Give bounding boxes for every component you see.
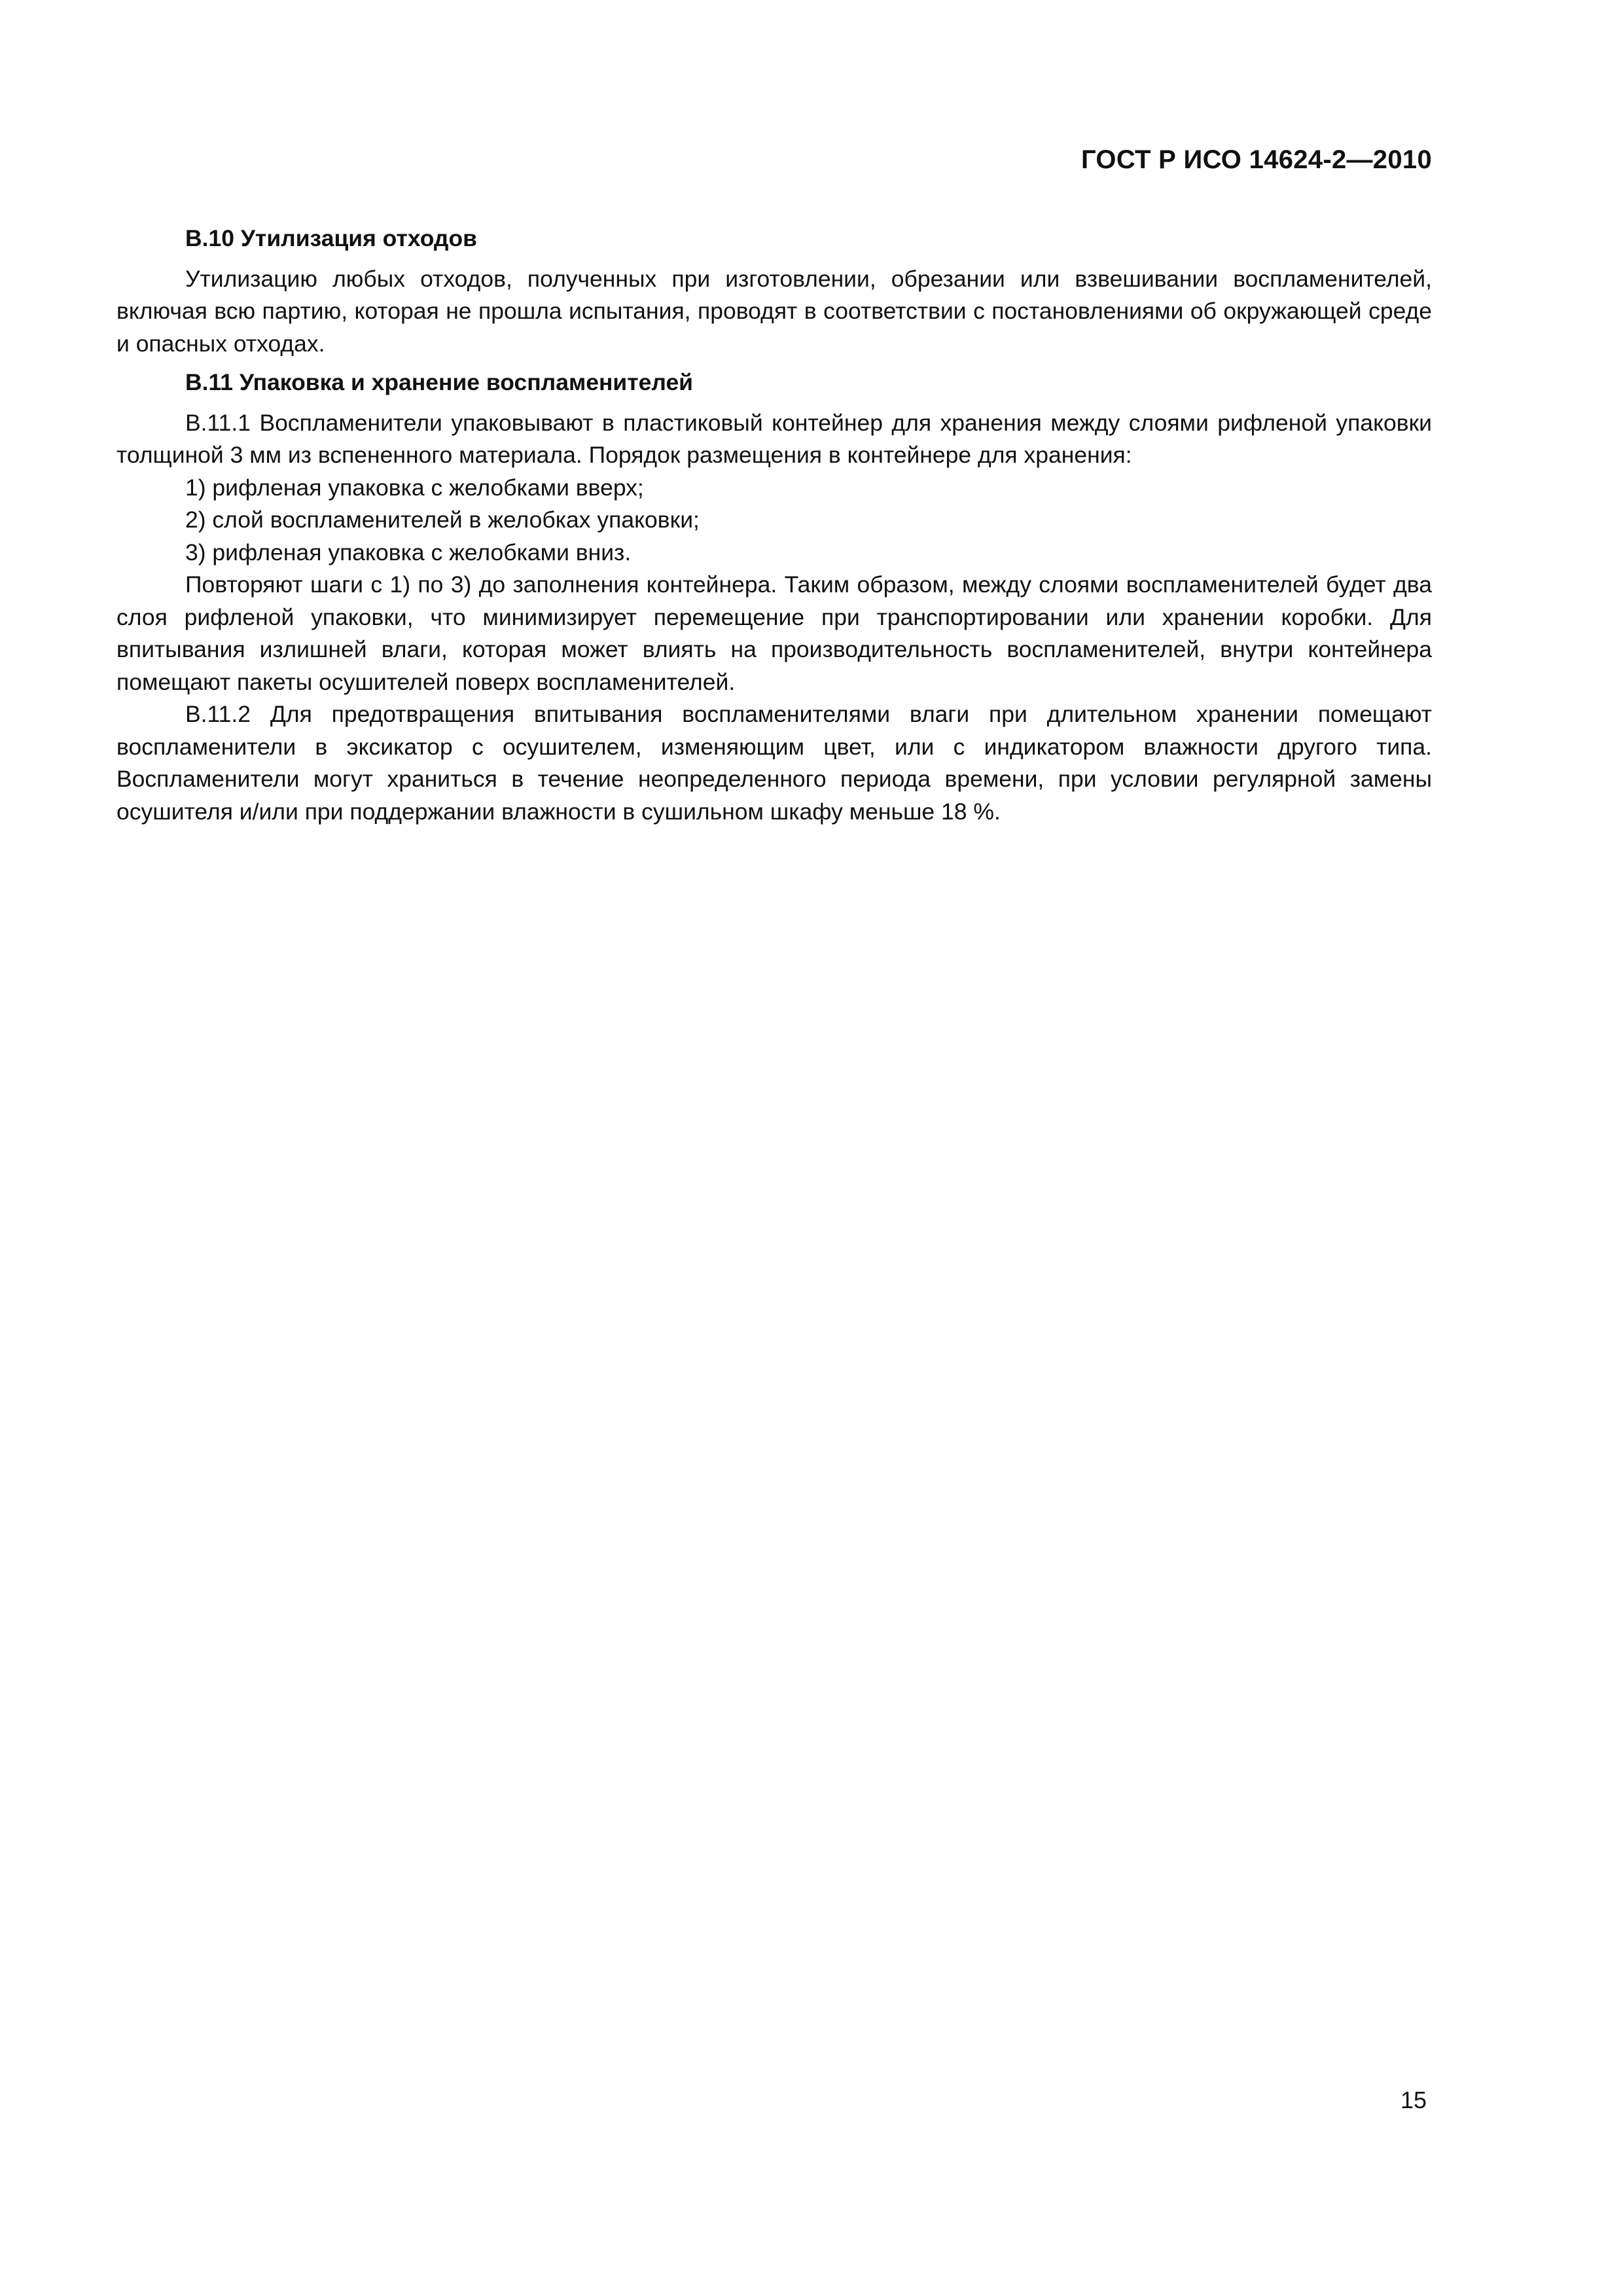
section-heading-b11: В.11 Упаковка и хранение воспламенителей: [185, 369, 694, 395]
section-heading-b10: В.10 Утилизация отходов: [185, 225, 477, 251]
section-b11-1-paragraph: В.11.1 Воспламенители упаковывают в пластиковый контейнер для хранения между слоями рифленой упаковки толщиной 3 мм из вспененного материала. Порядок размещения в контейнере для хранения:: [116, 409, 1432, 468]
section-b11-repeat-paragraph: Повторяют шаги с 1) по 3) до заполнения контейнера. Таким образом, между слоями воспламенителей будет два слоя рифленой упаковки, что минимизирует перемещение при транспортировании или хранении коробки. Для впитывания излишней влаги, которая может влиять на производительность воспламенителей, внутри контейнера помещают пакеты осушителей поверх воспламенителей.: [116, 571, 1432, 695]
section-b11-2-paragraph: В.11.2 Для предотвращения впитывания воспламенителями влаги при длительном хранении помещают воспламенители в эксикатор с осушителем, изменяющим цвет, или с индикатором влажности другого типа. Воспламенители могут храниться в течение неопределенного периода времени, при условии регулярной замены осушителя и/или при поддержании влажности в сушильном шкафу меньше 18 %.: [116, 701, 1432, 825]
document-header: ГОСТ Р ИСО 14624-2—2010: [1080, 145, 1432, 174]
list-item: 2) слой воспламенителей в желобках упаковки;: [185, 507, 700, 533]
page-number: 15: [1400, 2087, 1427, 2113]
document-body: [116, 223, 1432, 828]
section-b10-paragraph: Утилизацию любых отходов, полученных при изготовлении, обрезании или взвешивании воспламенителей, включая всю партию, которая не прошла испытания, проводят в соответствии с постановлениями об окружающей среде и опасных отходах.: [116, 265, 1432, 357]
list-item: 1) рифленая упаковка с желобками вверх;: [185, 474, 644, 501]
list-item: 3) рифленая упаковка с желобками вниз.: [185, 539, 632, 565]
